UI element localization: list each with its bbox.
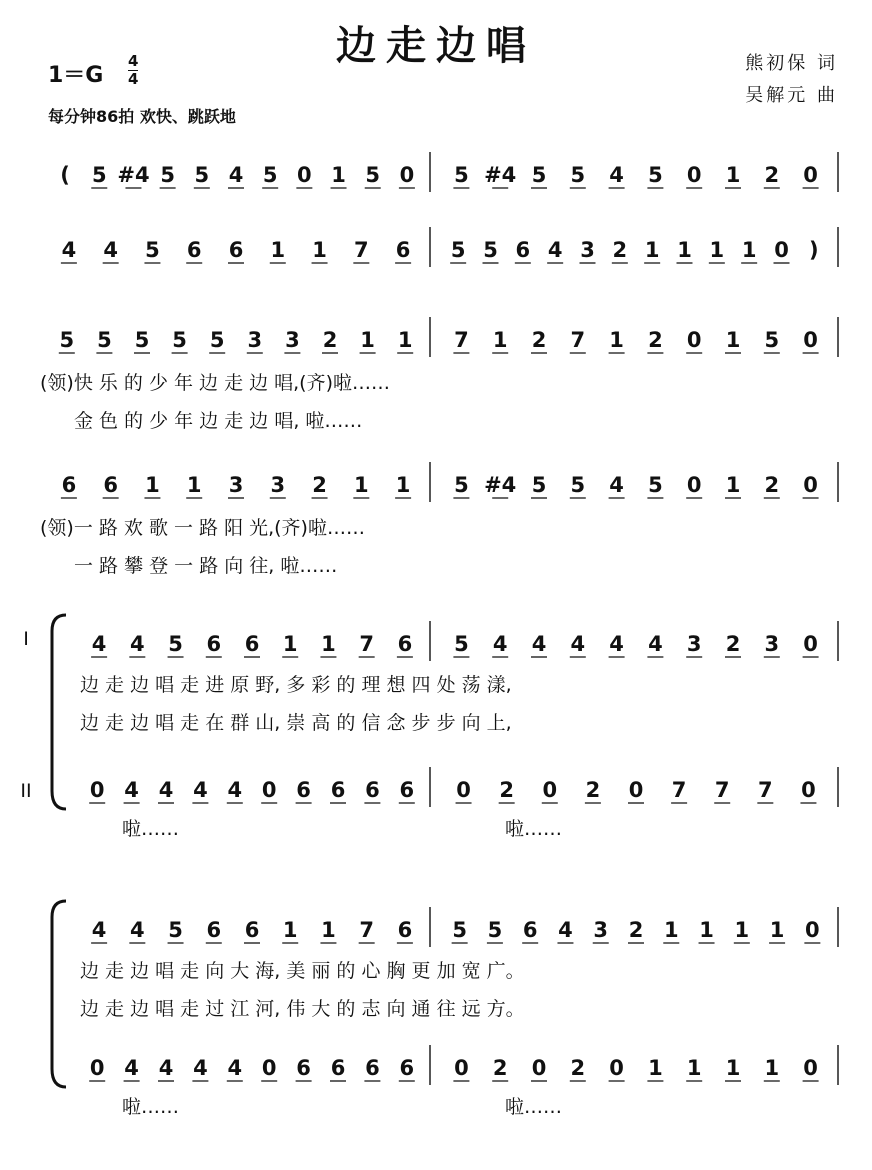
note: 0 [686, 328, 702, 352]
note: 1 [764, 1056, 780, 1080]
note: 6 [330, 778, 346, 802]
note: 1 [395, 473, 411, 497]
note: 5 [764, 328, 780, 352]
bracket-mark: ( [60, 163, 70, 187]
note: 5 [648, 163, 663, 187]
note: 4 [193, 1056, 208, 1080]
note: 6 [186, 238, 202, 262]
note: 1 [663, 918, 679, 942]
note: 5 [531, 473, 547, 497]
key-signature: 1＝G [48, 63, 104, 88]
note: 5 [365, 163, 381, 187]
note: 6 [330, 1056, 346, 1080]
note: 0 [803, 473, 818, 497]
note: 1 [312, 238, 327, 262]
note: 1 [644, 238, 660, 262]
note: 5 [134, 328, 150, 352]
lyric-line: (领)快 乐 的 少 年 边 走 边 唱,(齐)啦…… [40, 372, 391, 394]
note: 4 [609, 163, 624, 187]
note: 4 [531, 632, 547, 656]
note: 4 [158, 1056, 174, 1080]
note: 6 [399, 778, 415, 802]
note: 1 [609, 328, 624, 352]
note: 5 [160, 163, 175, 187]
note: 5 [91, 163, 107, 187]
note: 5 [450, 238, 466, 262]
note: 6 [244, 918, 260, 942]
system-brace [52, 901, 66, 1087]
note: 1 [331, 163, 346, 187]
note: 6 [228, 238, 244, 262]
note: 0 [803, 163, 818, 187]
time-numerator: 4 [128, 52, 139, 70]
note: 5 [262, 163, 278, 187]
note: 1 [270, 238, 286, 262]
lyric-line: 边 走 边 唱 走 过 江 河, 伟 大 的 志 向 通 往 远 方。 [80, 998, 525, 1020]
note: 4 [130, 632, 145, 656]
note: 7 [714, 778, 730, 802]
note: 6 [395, 238, 411, 262]
note: 6 [365, 778, 380, 802]
note: 1 [686, 1056, 702, 1080]
note: 1 [734, 918, 750, 942]
note: 5 [483, 238, 498, 262]
system-brace [52, 615, 66, 809]
note: 6 [515, 238, 531, 262]
note: #4 [117, 163, 150, 187]
song-title: 边走边唱 [336, 23, 536, 69]
note: 4 [609, 473, 624, 497]
note: 1 [648, 1056, 663, 1080]
note: 5 [168, 632, 183, 656]
note: 7 [671, 778, 687, 802]
note: 2 [725, 632, 741, 656]
note: 1 [699, 918, 714, 942]
note: 3 [686, 632, 702, 656]
note: 1 [186, 473, 202, 497]
note: 1 [282, 918, 298, 942]
note: 6 [206, 632, 222, 656]
note: 0 [261, 778, 277, 802]
note: 1 [709, 238, 725, 262]
note: 6 [397, 918, 413, 942]
note: 3 [247, 328, 263, 352]
note: 6 [522, 918, 538, 942]
lyric-line: 金 色 的 少 年 边 走 边 唱, 啦…… [74, 410, 363, 432]
note: 1 [725, 473, 741, 497]
note: 1 [725, 328, 741, 352]
note: 5 [97, 328, 112, 352]
note: 0 [686, 473, 702, 497]
note: 4 [103, 238, 118, 262]
note: 5 [648, 473, 663, 497]
note: 0 [89, 778, 105, 802]
note: 6 [61, 473, 77, 497]
note: 7 [359, 918, 374, 942]
note: 1 [725, 1056, 741, 1080]
note: 7 [354, 238, 369, 262]
note: 5 [570, 163, 586, 187]
note: 1 [321, 918, 336, 942]
time-denominator: 4 [128, 70, 139, 88]
note: 2 [764, 163, 780, 187]
note: 0 [803, 632, 818, 656]
note: 4 [492, 632, 508, 656]
note: 0 [803, 328, 818, 352]
note: 6 [103, 473, 118, 497]
note: 4 [61, 238, 77, 262]
note: 5 [194, 163, 210, 187]
note: 2 [585, 778, 601, 802]
note: 1 [725, 163, 741, 187]
tempo-marking: 每分钟86拍 欢快、跳跃地 [48, 107, 236, 126]
note: 3 [228, 473, 244, 497]
note: 0 [686, 163, 702, 187]
note: #4 [484, 473, 517, 497]
lyric-la: 啦…… [505, 1096, 563, 1118]
bracket-mark: ) [809, 238, 819, 262]
note: 7 [570, 328, 586, 352]
note: 3 [285, 328, 300, 352]
note: 6 [296, 778, 311, 802]
lyric-line: 边 走 边 唱 走 向 大 海, 美 丽 的 心 胸 更 加 宽 广。 [80, 960, 525, 982]
note: 5 [454, 163, 469, 187]
part-label-i: I [23, 628, 29, 650]
note: 4 [91, 918, 107, 942]
note: 5 [454, 632, 469, 656]
note: 2 [628, 918, 644, 942]
composer-credit: 吴解元 曲 [745, 85, 838, 106]
note: 6 [296, 1056, 311, 1080]
note: 2 [764, 473, 780, 497]
note: 0 [801, 778, 816, 802]
note: 5 [168, 918, 183, 942]
note: 1 [360, 328, 375, 352]
lyric-la: 啦…… [122, 818, 180, 840]
lyric-la: 啦…… [122, 1096, 180, 1118]
note: 0 [609, 1056, 624, 1080]
note: 4 [558, 918, 573, 942]
part-label-ii: II [20, 780, 32, 802]
note: 5 [570, 473, 586, 497]
note: 5 [452, 918, 467, 942]
note: 4 [130, 918, 145, 942]
note: 6 [397, 632, 413, 656]
note: 1 [769, 918, 785, 942]
lyric-la: 啦…… [505, 818, 563, 840]
note: 2 [531, 328, 547, 352]
note: 5 [172, 328, 187, 352]
note: #4 [484, 163, 517, 187]
note: 4 [91, 632, 107, 656]
note: 0 [89, 1056, 105, 1080]
note: 4 [193, 778, 208, 802]
note: 7 [359, 632, 374, 656]
note: 5 [531, 163, 547, 187]
lyric-line: (领)一 路 欢 歌 一 路 阳 光,(齐)啦…… [40, 517, 365, 539]
note: 3 [593, 918, 609, 942]
note: 0 [803, 1056, 818, 1080]
note: 0 [454, 1056, 469, 1080]
note: 2 [570, 1056, 586, 1080]
note: 4 [158, 778, 174, 802]
note: 1 [741, 238, 757, 262]
note: 7 [758, 778, 773, 802]
note: 3 [580, 238, 595, 262]
note: 5 [145, 238, 160, 262]
note: 2 [312, 473, 327, 497]
note: 1 [321, 632, 336, 656]
note: 4 [227, 778, 243, 802]
note: 5 [454, 473, 469, 497]
note: 0 [297, 163, 312, 187]
note: 1 [145, 473, 160, 497]
note: 0 [261, 1056, 277, 1080]
note: 1 [677, 238, 692, 262]
note: 2 [492, 1056, 508, 1080]
note: 5 [59, 328, 75, 352]
note: 1 [282, 632, 298, 656]
lyric-line: 一 路 攀 登 一 路 向 往, 啦…… [74, 555, 338, 577]
note: 4 [648, 632, 663, 656]
note: 4 [609, 632, 624, 656]
note: 4 [547, 238, 563, 262]
note: 5 [209, 328, 225, 352]
lyricist-credit: 熊初保 词 [745, 53, 838, 74]
note: 1 [354, 473, 369, 497]
note: 0 [628, 778, 644, 802]
note: 6 [399, 1056, 415, 1080]
note: 2 [612, 238, 628, 262]
note: 0 [456, 778, 471, 802]
note: 4 [570, 632, 586, 656]
note: 6 [206, 918, 222, 942]
note: 0 [542, 778, 558, 802]
note: 2 [322, 328, 338, 352]
lyric-line: 边 走 边 唱 走 在 群 山, 崇 高 的 信 念 步 步 向 上, [80, 712, 512, 734]
note: 2 [648, 328, 663, 352]
note: 2 [499, 778, 514, 802]
note: 3 [270, 473, 286, 497]
note: 1 [492, 328, 508, 352]
lyric-line: 边 走 边 唱 走 进 原 野, 多 彩 的 理 想 四 处 荡 漾, [80, 674, 512, 696]
note: 4 [124, 778, 139, 802]
note: 3 [764, 632, 780, 656]
note: 0 [774, 238, 789, 262]
note: 7 [454, 328, 469, 352]
note: 0 [399, 163, 415, 187]
note: 5 [487, 918, 503, 942]
note: 4 [228, 163, 244, 187]
note: 6 [365, 1056, 380, 1080]
note: 1 [397, 328, 413, 352]
note: 4 [227, 1056, 243, 1080]
note: 0 [531, 1056, 547, 1080]
note: 4 [124, 1056, 139, 1080]
note: 0 [805, 918, 820, 942]
note: 6 [244, 632, 260, 656]
